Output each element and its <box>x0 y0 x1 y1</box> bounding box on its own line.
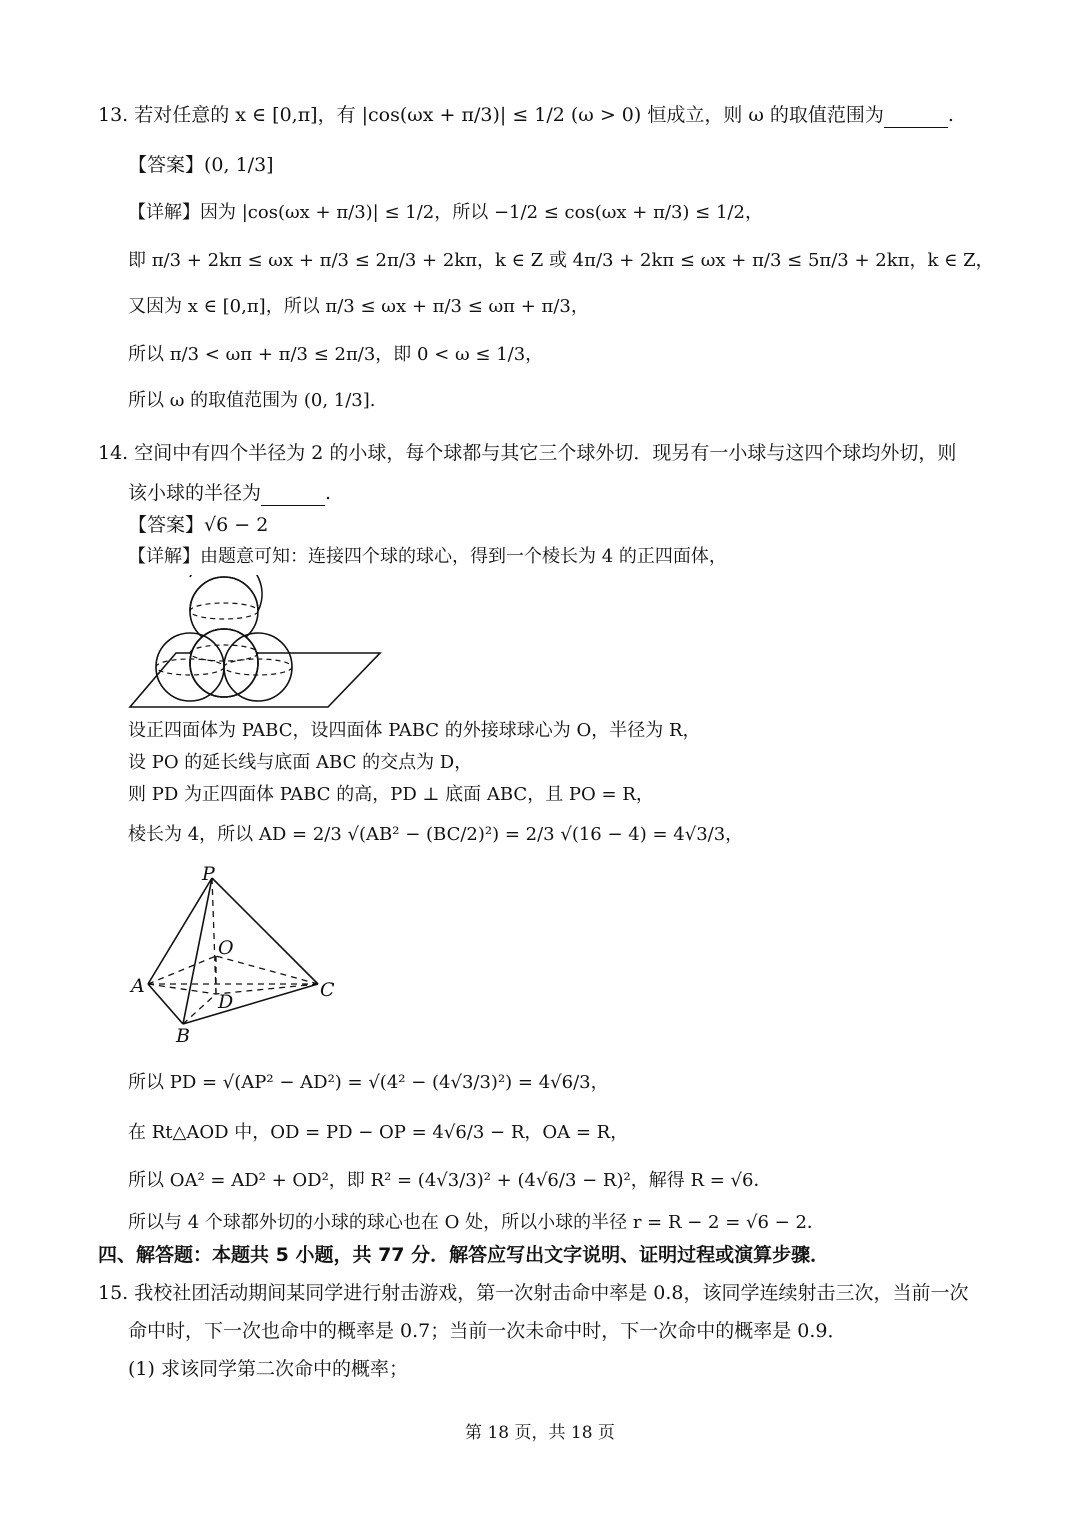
page-footer: 第 18 页，共 18 页 <box>465 1423 615 1443</box>
q14-answer: 【答案】√6 − 2 <box>128 514 269 536</box>
q13-detail-line: 即 π/3 + 2kπ ≤ ωx + π/3 ≤ 2π/3 + 2kπ，k ∈ Z 或 4π/3 + 2kπ ≤ ωx + π/3 ≤ 5π/3 + 2kπ，k ∈ Z， <box>128 250 994 271</box>
q15-line1: 15. 我校社团活动期间某同学进行射击游戏，第一次射击命中率是 0.8，该同学连续射击三次，当前一次 <box>98 1282 969 1304</box>
q14-detail-line: 所以 OA² = AD² + OD²，即 R² = (4√3/3)² + (4√6/3 − R)²，解得 R = √6． <box>128 1170 772 1191</box>
label-a: A <box>131 975 145 997</box>
q14-detail-line: 棱长为 4，所以 AD = 2/3 √(AB² − (BC/2)²) = 2/3 √(16 − 4) = 4√3/3， <box>128 824 744 845</box>
q14-answer-blank[interactable] <box>261 487 325 506</box>
q14-question-line2: 该小球的半径为 . <box>128 482 332 504</box>
q15-line2: 命中时，下一次也命中的概率是 0.7；当前一次未命中时，下一次命中的概率是 0.9． <box>128 1320 847 1342</box>
four-spheres-figure <box>128 575 388 710</box>
q14-detail-line: 所以 PD = √(AP² − AD²) = √(4² − (4√3/3)²) = 4√6/3， <box>128 1072 609 1093</box>
label-b: B <box>176 1025 190 1047</box>
label-c: C <box>320 979 335 1001</box>
q13-detail-line: 【详解】因为 |cos(ωx + π/3)| ≤ 1/2，所以 −1/2 ≤ cos(ωx + π/3) ≤ 1/2， <box>128 202 763 223</box>
q13-answer-blank[interactable] <box>884 109 948 128</box>
q13-detail-line: 又因为 x ∈ [0,π]，所以 π/3 ≤ ωx + π/3 ≤ ωπ + π/3， <box>128 296 589 317</box>
label-p: P <box>202 863 215 885</box>
q14-detail-line: 在 Rt△AOD 中，OD = PD − OP = 4√6/3 − R，OA = R， <box>128 1122 629 1143</box>
q13-question: 13. 若对任意的 x ∈ [0,π]，有 |cos(ωx + π/3)| ≤ 1/2 (ω > 0) 恒成立，则 ω 的取值范围为 . <box>98 104 954 126</box>
q13-detail-line: 所以 ω 的取值范围为 (0, 1/3]. <box>128 390 376 411</box>
q14-detail-line: 则 PD 为正四面体 PABC 的高，PD ⊥ 底面 ABC，且 PO = R， <box>128 784 654 805</box>
q13-detail-line: 所以 π/3 < ωπ + π/3 ≤ 2π/3，即 0 < ω ≤ 1/3， <box>128 344 544 365</box>
q13-answer: 【答案】(0, 1/3] <box>128 154 274 176</box>
label-d: D <box>218 991 234 1013</box>
section-heading: 四、解答题：本题共 5 小题，共 77 分．解答应写出文字说明、证明过程或演算步骤． <box>98 1244 830 1266</box>
q14-detail-line: 设 PO 的延长线与底面 ABC 的交点为 D， <box>128 752 473 773</box>
q15-line3: (1) 求该同学第二次命中的概率； <box>128 1358 408 1380</box>
q14-detail-line: 设正四面体为 PABC，设四面体 PABC 的外接球球心为 O，半径为 R， <box>128 720 701 741</box>
q14-question-line1: 14. 空间中有四个半径为 2 的小球，每个球都与其它三个球外切．现另有一小球与这四个球均外切，则 <box>98 442 957 464</box>
q14-detail-intro: 【详解】由题意可知：连接四个球的球心，得到一个棱长为 4 的正四面体， <box>128 546 727 567</box>
label-o: O <box>218 937 234 959</box>
tetrahedron-figure <box>128 862 348 1047</box>
q14-detail-line: 所以与 4 个球都外切的小球的球心也在 O 处，所以小球的半径 r = R − 2 = √6 − 2． <box>128 1212 825 1233</box>
